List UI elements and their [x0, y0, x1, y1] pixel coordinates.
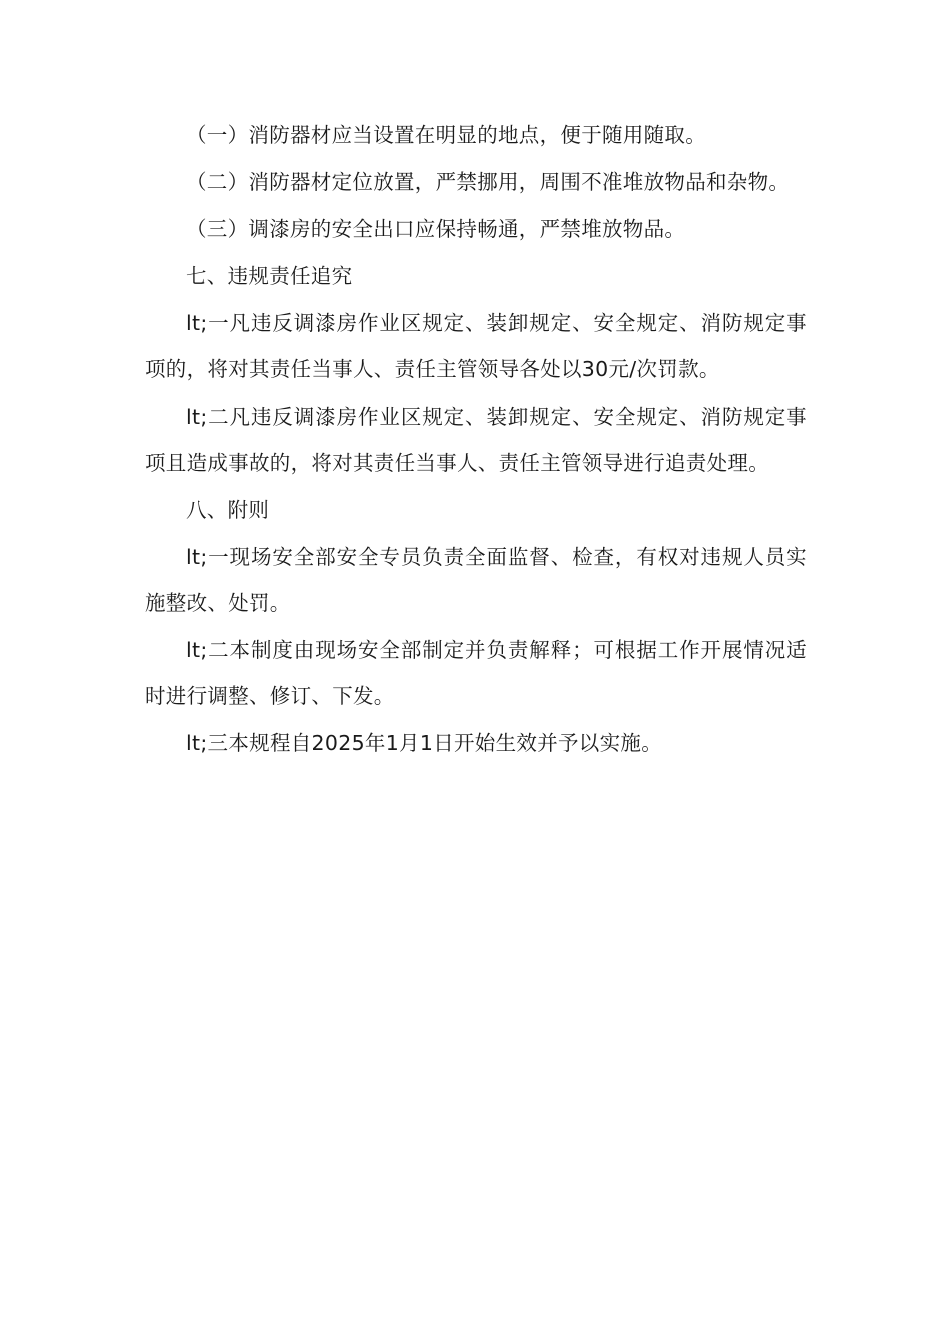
- paragraph-supervision: lt;一现场安全部安全专员负责全面监督、检查，有权对违规人员实施整改、处罚。: [145, 545, 807, 615]
- section-heading-supplementary: 八、附则: [186, 498, 270, 522]
- paragraph-interpretation: lt;二本制度由现场安全部制定并负责解释；可根据工作开展情况适时进行调整、修订、下发。: [145, 638, 807, 708]
- section-heading-violation-liability: 七、违规责任追究: [186, 264, 353, 288]
- paragraph-fire-equipment-placement: （二）消防器材定位放置，严禁挪用，周围不准堆放物品和杂物。: [186, 170, 790, 194]
- document-body: [145, 112, 807, 767]
- paragraph-violation-accident: lt;二凡违反调漆房作业区规定、装卸规定、安全规定、消防规定事项且造成事故的，将对其责任当事人、责任主管领导进行追责处理。: [145, 405, 807, 475]
- paragraph-safety-exit: （三）调漆房的安全出口应保持畅通，严禁堆放物品。: [186, 217, 686, 241]
- paragraph-effective-date: lt;三本规程自2025年1月1日开始生效并予以实施。: [186, 731, 662, 755]
- paragraph-fire-equipment-location: （一）消防器材应当设置在明显的地点，便于随用随取。: [186, 123, 706, 147]
- paragraph-violation-fine: lt;一凡违反调漆房作业区规定、装卸规定、安全规定、消防规定事项的，将对其责任当事人、责任主管领导各处以30元/次罚款。: [145, 311, 807, 381]
